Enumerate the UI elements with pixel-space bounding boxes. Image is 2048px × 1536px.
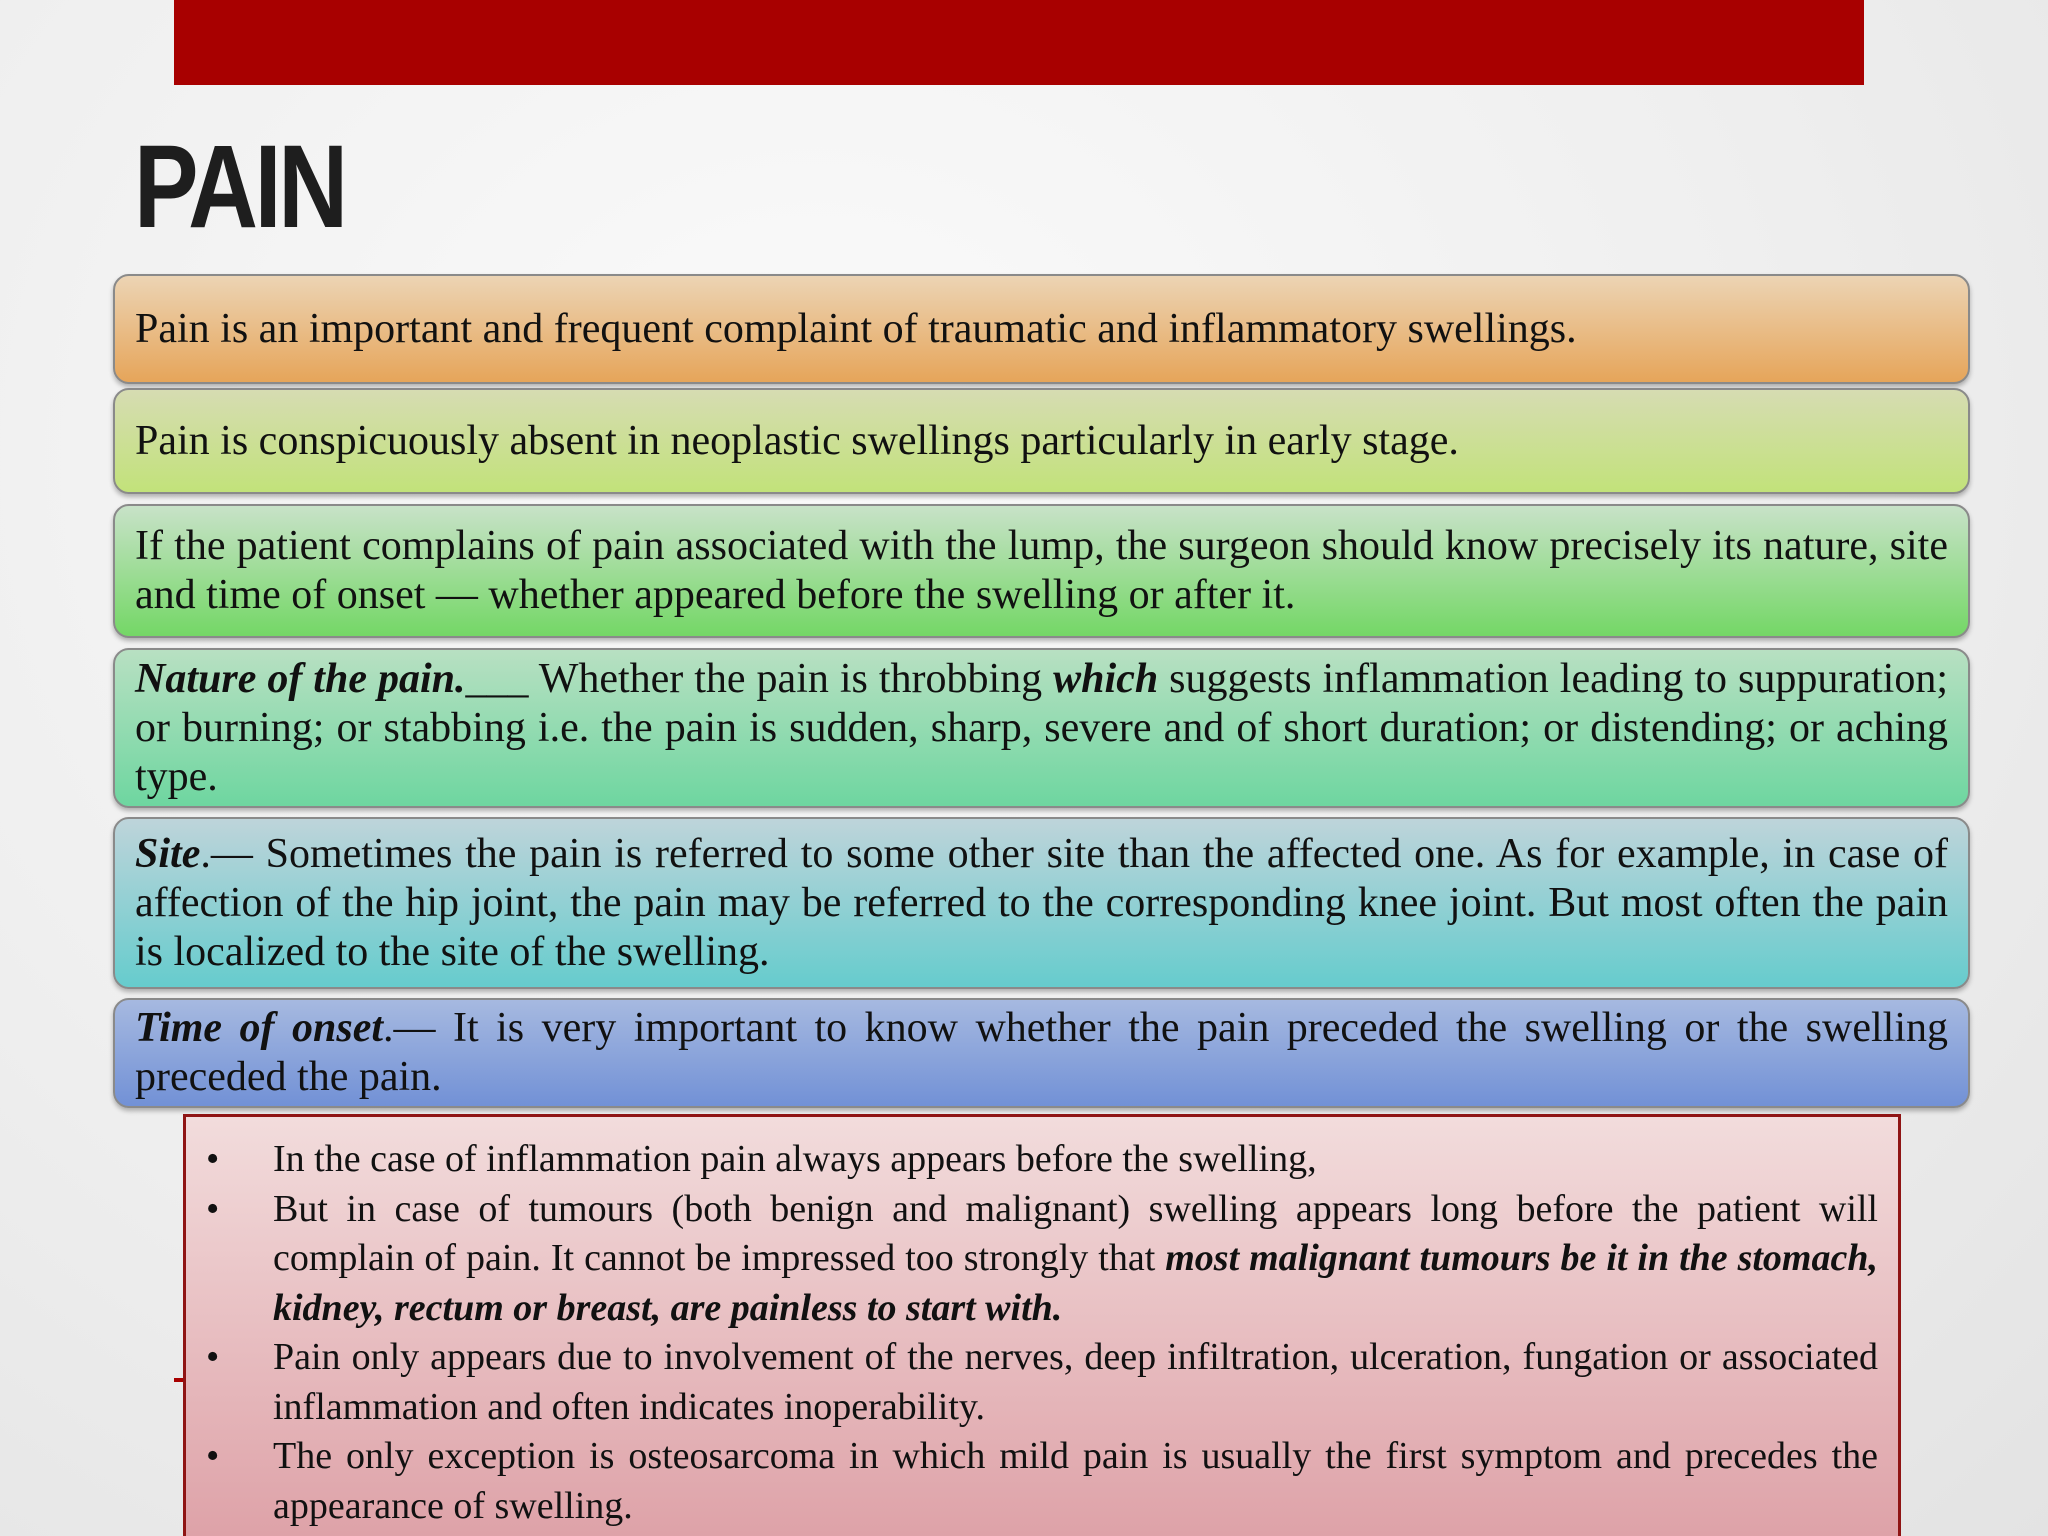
bullet-emphasis: most malignant tumours be it in the stomach, kidney, rectum or breast, are painless to start with.	[273, 1237, 1878, 1329]
bullet-marker: •	[206, 1336, 220, 1378]
box-paragraph	[135, 655, 1948, 802]
box-text: suggests inflammation leading to suppuration; or burning; or stabbing i.e. the pain is sudden, sharp, severe and of short duration; or distending; or aching type.	[135, 655, 1949, 800]
box-text: .— Sometimes the pain is referred to some other site than the affected one. As for example, in case of affection of the hip joint, the pain may be referred to the corresponding knee joint. But most often the pain is localized to the site of the swelling.	[135, 830, 1948, 975]
box-text: Pain is conspicuously absent in neoplastic swellings particularly in early stage.	[135, 417, 1459, 464]
box-paragraph	[135, 830, 1948, 977]
box-emphasis: which	[1053, 655, 1159, 702]
content-box-time-of-onset	[113, 998, 1970, 1108]
content-box-neoplastic	[113, 388, 1970, 494]
bullet-text: But in case of tumours (both benign and malignant) swelling appears long before the patient will complain of pain. It cannot be impressed too strongly that	[273, 1187, 1878, 1279]
bullet-text: In the case of inflammation pain always appears before the swelling,	[273, 1138, 1317, 1180]
box-text: Pain is an important and frequent complaint of traumatic and inflammatory swellings.	[135, 305, 1577, 352]
box-text: If the patient complains of pain associated with the lump, the surgeon should know precisely its nature, site and time of onset — whether appeared before the swelling or after it.	[135, 523, 1948, 618]
bullet-text: The only exception is osteosarcoma in which mild pain is usually the first symptom and precedes the appearance of swelling.	[273, 1435, 1878, 1527]
bullet-text: Pain only appears due to involvement of the nerves, deep infiltration, ulceration, fungation or associated inflammation and often indicates inoperability.	[273, 1336, 1878, 1428]
bullet-list-box	[183, 1114, 1901, 1536]
bullet-marker: •	[206, 1187, 220, 1230]
box-text: .— It is very important to know whether the pain preceded the swelling or the swelling preceded the pain.	[135, 1005, 1948, 1100]
top-accent-bar	[174, 0, 1864, 85]
box-text: ___ Whether the pain is throbbing	[465, 655, 1054, 702]
box-lead: Nature of the pain.	[135, 655, 466, 702]
box-lead: Site	[135, 830, 201, 877]
bullet-item	[206, 1185, 1878, 1334]
bullet-item	[206, 1333, 1878, 1432]
content-box-nature	[113, 648, 1970, 808]
bullet-item	[206, 1432, 1878, 1531]
content-box-site	[113, 817, 1970, 989]
bullet-marker: •	[206, 1435, 220, 1477]
box-paragraph	[135, 1004, 1948, 1102]
slide-title: PAIN	[134, 121, 345, 253]
bullet-list	[206, 1135, 1878, 1531]
box-lead: Time of onset	[135, 1005, 384, 1051]
bullet-item	[206, 1135, 1878, 1185]
content-box-importance	[113, 274, 1970, 384]
bullet-marker: •	[206, 1138, 220, 1180]
content-box-onset-question	[113, 504, 1970, 638]
